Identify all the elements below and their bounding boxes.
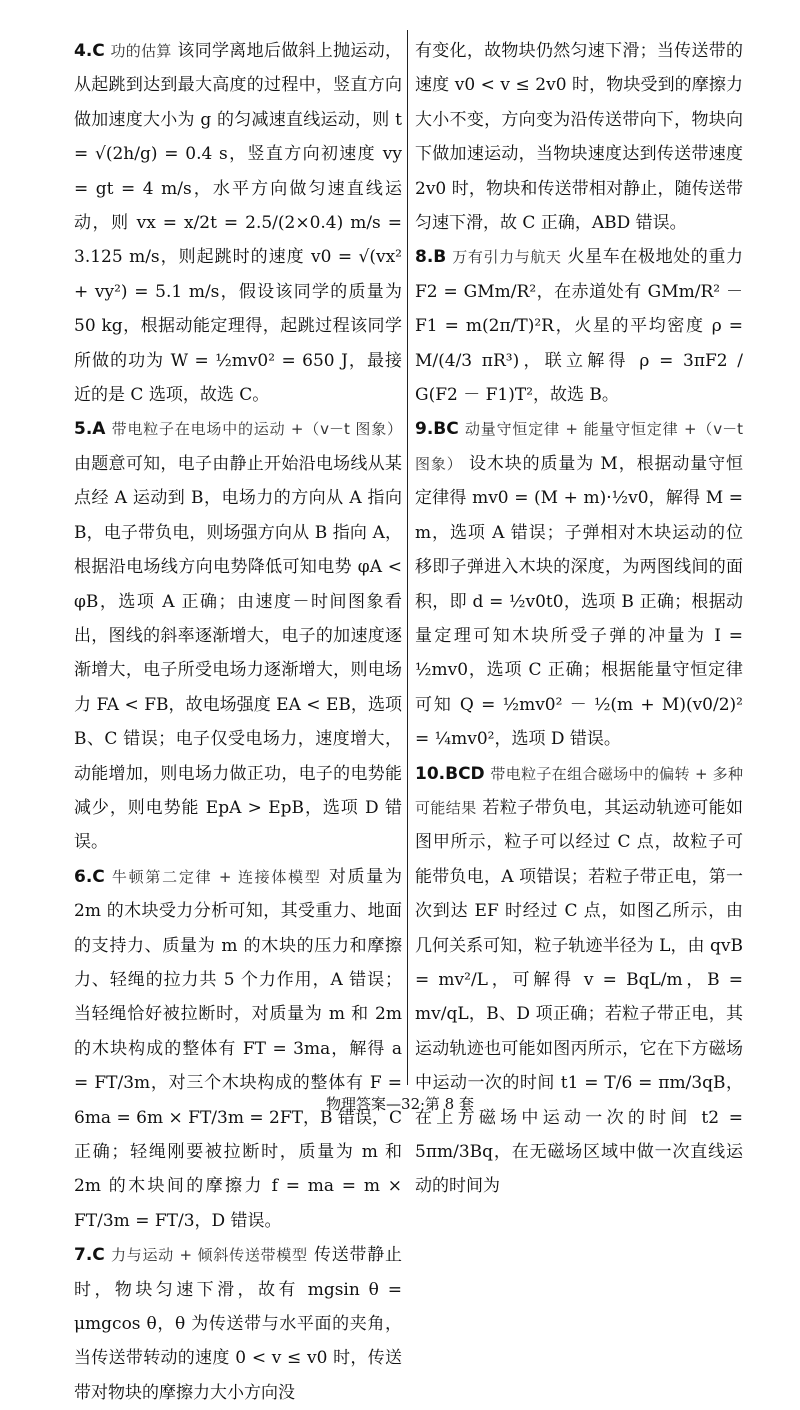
answer-10-text: 若粒子带负电，其运动轨迹可能如图甲所示，粒子可以经过 C 点，故粒子可能带负电，A 项错误；若粒子带正电，第一次到达 EF 时经过 C 点，如图乙所示，由几何关系可知，粒子轨迹半径为 L，由 qvB = mv²/L，可解得 v = BqL/m，B = mv/qL，B、D 项正确；若粒子带正电，其运动轨迹也可能如图丙所示，它在下方磁场中运动一次的时间 t1 = T/6 = πm/3qB，在上方磁场中运动一次的时间 t2 = 5πm/3Bq，在无磁场区域中做一次直线运动的时间为 <box>415 797 744 1197</box>
answer-4-topic: 功的估算 <box>110 42 172 60</box>
answer-4-text: 该同学离地后做斜上抛运动，从起跳到达到最大高度的过程中，竖直方向做加速度大小为 g 的匀减速直线运动，则 t = √(2h/g) = 0.4 s，竖直方向初速度 vy = gt = 4 m/s，水平方向做匀速直线运动，则 vx = x/2t = 2.5/(2×0.4) m/s = 3.125 m/s，则起跳时的速度 v0 = √(vx² + vy²) = 5.1 m/s，假设该同学的质量为 50 kg，根据动能定理得，起跳过程该同学所做的功为 W = ½mv0² = 650 J，最接近的是 C 选项，故选 C。 <box>74 41 403 406</box>
left-column <box>74 34 402 1410</box>
answer-9-text: 设木块的质量为 M，根据动量守恒定律得 mv0 = (M + m)·½v0，解得 M = m，选项 A 错误；子弹相对木块运动的位移即子弹进入木块的深度，为两图线间的面积，即 d = ½v0t0，选项 B 正确；根据动量定理可知木块所受子弹的冲量为 I = ½mv0，选项 C 正确；根据能量守恒定律可知 Q = ½mv0² － ½(m + M)(v0/2)² = ¼mv0²，选项 D 错误。 <box>415 453 743 750</box>
column-divider <box>407 30 408 1085</box>
page-footer: 物理答案—32·第 8 套 <box>326 1095 474 1113</box>
answer-5 <box>74 412 402 859</box>
answer-7 <box>74 1238 402 1410</box>
answer-8-text: 火星车在极地处的重力 F2 = GMm/R²，在赤道处有 GMm/R² － F1 = m(2π/T)²R，火星的平均密度 ρ = M/(4/3 πR³)，联立解得 ρ = 3πF2 / G(F2 － F1)T²，故选 B。 <box>415 247 743 406</box>
answer-7-topic: 力与运动 + 倾斜传送带模型 <box>110 1246 308 1265</box>
answer-4 <box>74 34 402 412</box>
answer-5-number: 5.A <box>74 419 106 440</box>
answer-5-topic: 带电粒子在电场中的运动 +（v－t 图象） <box>111 420 402 439</box>
answer-10 <box>415 757 743 1204</box>
answer-4-number: 4.C <box>74 41 105 61</box>
answer-9 <box>415 412 743 756</box>
answer-6-topic: 牛顿第二定律 + 连接体模型 <box>111 867 322 886</box>
answer-9-number: 9.BC <box>415 419 459 440</box>
answer-6-text: 对质量为 2m 的木块受力分析可知，其受重力、地面的支持力、质量为 m 的木块的压力和摩擦力、轻绳的拉力共 5 个力作用，A 错误；当轻绳恰好被拉断时，对质量为 m 和 2m 的木块构成的整体有 FT = 3ma，解得 a = FT/3m，对三个木块构成的整体有 F = 6ma = 6m × FT/3m = 2FT，B 错误，C 正确；轻绳刚要被拉断时，质量为 m 和 2m 的木块间的摩擦力 f = ma = m × FT/3m = FT/3，D 错误。 <box>74 866 403 1231</box>
answer-5-text: 由题意可知，电子由静止开始沿电场线从某点经 A 运动到 B，电场力的方向从 A 指向 B，电子带负电，则场强方向从 B 指向 A，根据沿电场线方向电势降低可知电势 φA < φB，选项 A 正确；由速度－时间图象看出，图线的斜率逐渐增大，电子的加速度逐渐增大，电子所受电场力逐渐增大，则电场力 FA < FB，故电场强度 EA < EB，选项 B、C 错误；电子仅受电场力，速度增大，动能增加，则电场力做正功，电子的电势能减少，则电势能 EpA > EpB，选项 D 错误。 <box>74 453 402 853</box>
right-column <box>415 34 743 1204</box>
answer-7-continued-text: 有变化，故物块仍然匀速下滑；当传送带的速度 v0 < v ≤ 2v0 时，物块受到的摩擦力大小不变，方向变为沿传送带向下，物块向下做加速运动，当物块速度达到传送带速度 2v0 时，物块和传送带相对静止，随传送带匀速下滑，故 C 正确，ABD 错误。 <box>415 41 743 234</box>
answer-8-number: 8.B <box>415 247 447 268</box>
answer-9-topic: 动量守恒定律 + 能量守恒定律 +（v－t 图象） <box>415 420 743 473</box>
answer-8-topic: 万有引力与航天 <box>452 248 562 267</box>
answer-6-number: 6.C <box>74 866 105 887</box>
answer-6 <box>74 860 402 1238</box>
answer-7-continued <box>415 34 743 240</box>
answer-10-number: 10.BCD <box>415 763 485 784</box>
answer-7-number: 7.C <box>74 1245 105 1266</box>
answer-10-topic: 带电粒子在组合磁场中的偏转 + 多种可能结果 <box>415 764 743 817</box>
answer-8 <box>415 240 743 412</box>
answer-7-text: 传送带静止时，物块匀速下滑，故有 mgsin θ = μmgcos θ，θ 为传送带与水平面的夹角，当传送带转动的速度 0 < v ≤ v0 时，传送带对物块的摩擦力大小方向没 <box>74 1245 403 1403</box>
